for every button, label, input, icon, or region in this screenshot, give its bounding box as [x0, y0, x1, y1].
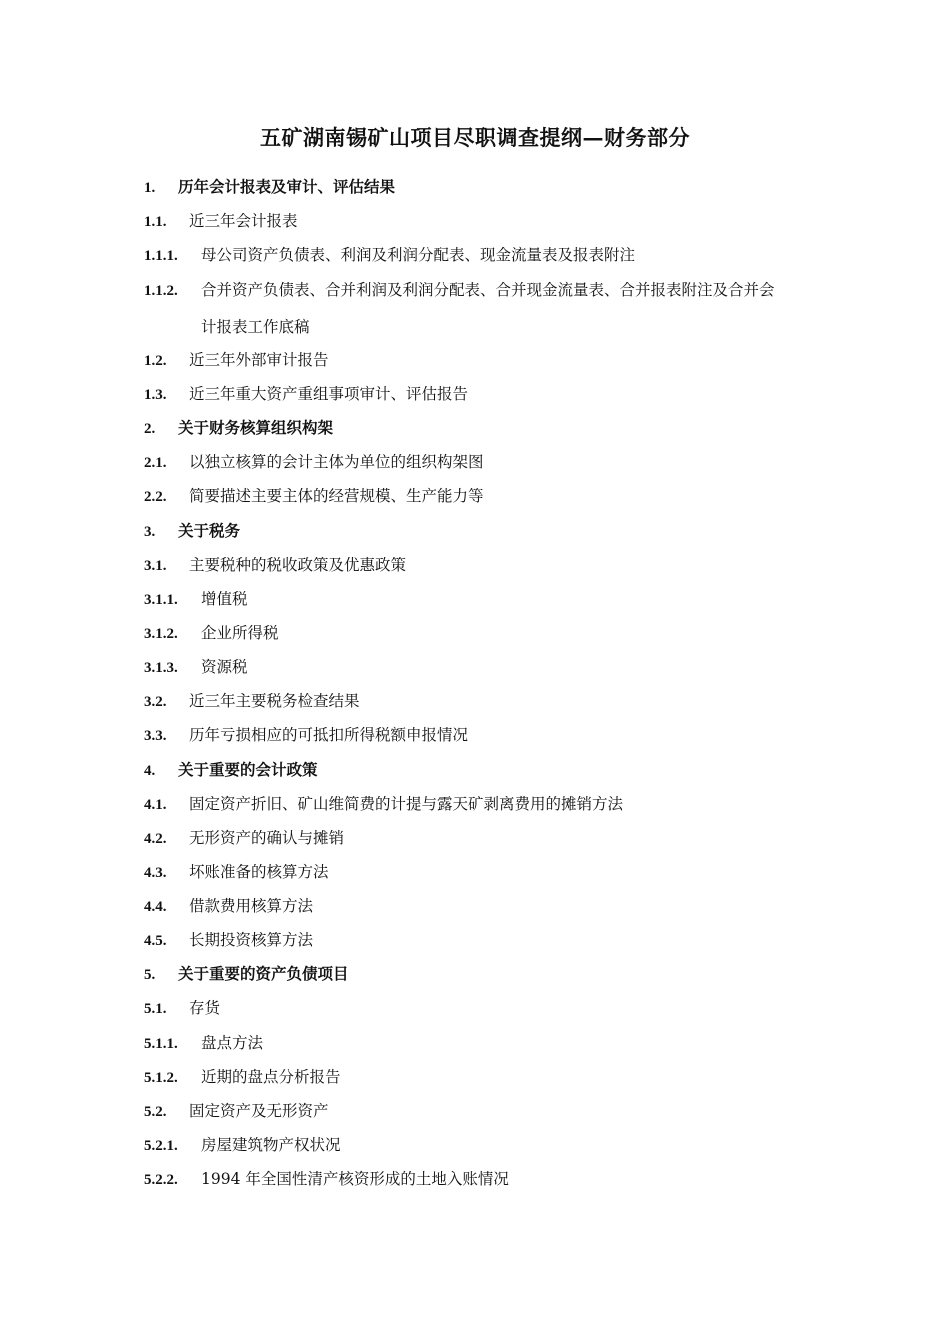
item-text: 近期的盘点分析报告 [201, 1068, 341, 1086]
document-title: 五矿湖南锡矿山项目尽职调查提纲—财务部分 [260, 125, 690, 150]
item-number: 2. [144, 421, 156, 437]
item-number: 3.1. [144, 558, 167, 574]
item-number: 2.2. [144, 489, 167, 505]
outline-item-4-3 [144, 862, 329, 883]
item-number: 1. [144, 180, 156, 196]
outline-item-1 [144, 177, 395, 198]
item-text: 盘点方法 [201, 1034, 264, 1052]
item-number: 5.2. [144, 1104, 167, 1120]
outline-item-3-1 [144, 555, 406, 576]
item-number: 1.3. [144, 387, 167, 403]
item-number: 5.1.1. [144, 1036, 178, 1052]
item-number: 1.1.2. [144, 283, 178, 299]
outline-item-1-1-2 [144, 280, 775, 301]
item-text: 关于重要的资产负债项目 [178, 964, 349, 983]
item-number: 4.2. [144, 831, 167, 847]
item-number: 3.3. [144, 728, 167, 744]
outline-item-4-4 [144, 896, 313, 917]
outline-item-5-2-1 [144, 1135, 341, 1156]
item-text: 企业所得税 [201, 624, 279, 642]
item-text: 1994 年全国性清产核资形成的土地入账情况 [201, 1170, 509, 1188]
outline-item-2-1 [144, 452, 484, 473]
item-text: 关于财务核算组织构架 [178, 418, 334, 437]
item-text: 近三年主要税务检查结果 [189, 692, 360, 710]
outline-item-4-2 [144, 828, 344, 849]
outline-item-4 [144, 760, 318, 781]
item-number: 4.1. [144, 797, 167, 813]
item-number: 5.2.2. [144, 1172, 178, 1188]
item-text: 增值税 [201, 590, 248, 608]
item-text: 坏账准备的核算方法 [189, 863, 329, 881]
item-number: 3. [144, 524, 156, 540]
item-text: 存货 [189, 999, 221, 1017]
outline-item-5-1 [144, 998, 220, 1019]
item-number: 2.1. [144, 455, 167, 471]
item-text: 以独立核算的会计主体为单位的组织构架图 [189, 453, 484, 471]
item-text: 固定资产及无形资产 [189, 1102, 329, 1120]
outline-item-5-2 [144, 1101, 329, 1122]
item-number: 4.3. [144, 865, 167, 881]
outline-item-5-1-2 [144, 1067, 341, 1088]
item-text: 主要税种的税收政策及优惠政策 [189, 556, 407, 574]
outline-item-5-1-1 [144, 1033, 263, 1054]
item-text: 母公司资产负债表、利润及利润分配表、现金流量表及报表附注 [201, 246, 636, 264]
outline-item-1-3 [144, 384, 468, 405]
outline-item-3-1-3 [144, 657, 248, 678]
outline-item-5 [144, 964, 349, 985]
item-text: 借款费用核算方法 [189, 897, 314, 915]
outline-item-5-2-2 [144, 1169, 509, 1190]
outline-item-2-2 [144, 486, 484, 507]
item-text-continuation: 计报表工作底稿 [201, 318, 310, 336]
outline-item-3-1-1 [144, 589, 248, 610]
item-number: 1.1.1. [144, 248, 178, 264]
outline-item-3 [144, 521, 240, 542]
outline-item-3-3 [144, 725, 468, 746]
item-number: 3.1.3. [144, 660, 178, 676]
outline-item-1-1-1 [144, 245, 635, 266]
item-text: 近三年会计报表 [189, 212, 298, 230]
outline-item-4-1 [144, 794, 623, 815]
outline-item-1-2 [144, 350, 329, 371]
item-text: 无形资产的确认与摊销 [189, 829, 345, 847]
outline-item-3-2 [144, 691, 360, 712]
item-number: 3.2. [144, 694, 167, 710]
item-number: 4. [144, 763, 156, 779]
item-number: 3.1.2. [144, 626, 178, 642]
item-number: 5.2.1. [144, 1138, 178, 1154]
outline-item-4-5 [144, 930, 313, 951]
item-number: 1.2. [144, 353, 167, 369]
item-number: 3.1.1. [144, 592, 178, 608]
item-text: 近三年外部审计报告 [189, 351, 329, 369]
item-text: 固定资产折旧、矿山维简费的计提与露天矿剥离费用的摊销方法 [189, 795, 624, 813]
item-number: 5.1.2. [144, 1070, 178, 1086]
item-text: 资源税 [201, 658, 248, 676]
outline-item-2 [144, 418, 333, 439]
outline-item-1-1 [144, 211, 298, 232]
item-text: 历年会计报表及审计、评估结果 [178, 177, 396, 196]
item-number: 1.1. [144, 214, 167, 230]
item-text: 合并资产负债表、合并利润及利润分配表、合并现金流量表、合并报表附注及合并会 [201, 281, 775, 299]
item-text: 关于税务 [178, 521, 241, 540]
item-text: 长期投资核算方法 [189, 931, 314, 949]
item-number: 5.1. [144, 1001, 167, 1017]
item-text: 近三年重大资产重组事项审计、评估报告 [189, 385, 469, 403]
item-text: 房屋建筑物产权状况 [201, 1136, 341, 1154]
item-text: 简要描述主要主体的经营规模、生产能力等 [189, 487, 484, 505]
item-number: 5. [144, 967, 156, 983]
item-text: 关于重要的会计政策 [178, 760, 318, 779]
item-number: 4.4. [144, 899, 167, 915]
item-number: 4.5. [144, 933, 167, 949]
item-text: 历年亏损相应的可抵扣所得税额申报情况 [189, 726, 469, 744]
outline-item-3-1-2 [144, 623, 279, 644]
